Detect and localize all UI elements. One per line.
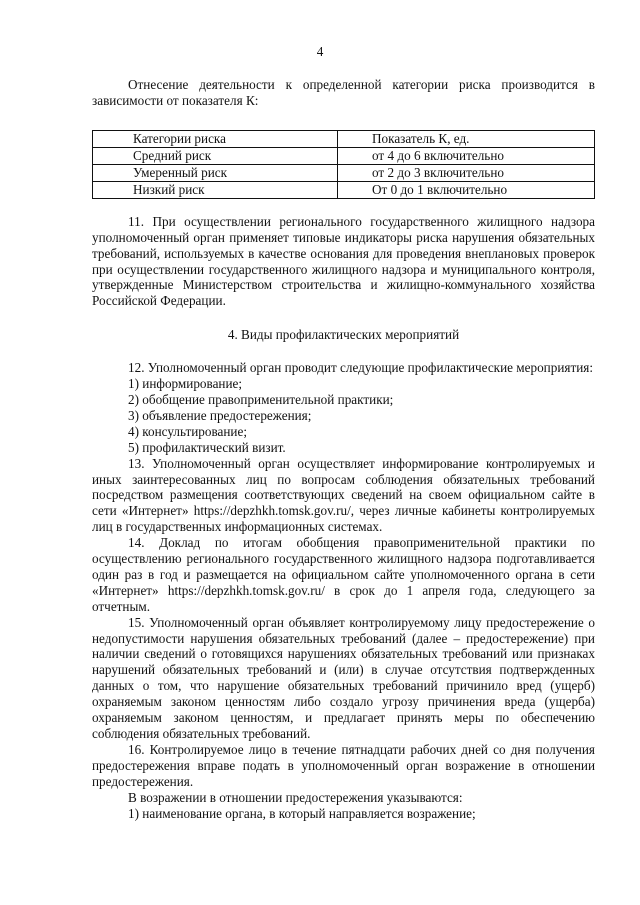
paragraph-14: 14. Доклад по итогам обобщения правоприменительной практики по осуществлению регионального государственного жилищного надзора подготавливается один раз в год и размещается на официальном сайте уполномоченного органа в сети «Интернет» https://depzhkh.tomsk.gov.ru/ в срок до 1 апреля года, следующего за отчетным. <box>92 535 595 614</box>
list-item: 4) консультирование; <box>128 423 248 439</box>
table-row <box>93 181 595 198</box>
objection-item-1: 1) наименование органа, в который направляется возражение; <box>128 805 476 821</box>
page-number: 4 <box>316 44 324 59</box>
paragraph-15: 15. Уполномоченный орган объявляет контролируемому лицу предостережение о недопустимости нарушения обязательных требований (далее – предостережение) при наличии сведений о готовящихся нарушениях обязательных требований или признаках нарушений обязательных требований и (или) в случае отсутствия подтвержденных данных о том, что нарушение обязательных требований причинило вред (ущерб) охраняемым законом ценностям либо создало угрозу причинения вреда (ущерба) охраняемым законом ценностям, и предлагает принять меры по обеспечению соблюдения обязательных требований. <box>92 614 595 741</box>
table-cell-indicator: От 0 до 1 включительно <box>338 181 595 198</box>
intro-paragraph: Отнесение деятельности к определенной категории риска производится в зависимости от показателя К: <box>92 77 595 108</box>
objection-intro: В возражении в отношении предостережения указываются: <box>128 789 463 805</box>
paragraph-11: 11. При осуществлении регионального государственного жилищного надзора уполномоченный орган применяет типовые индикаторы риска нарушения обязательных требований, используемых в качестве основания для проведения внеплановых проверок при осуществлении государственного жилищного надзора и муниципального контроля, утвержденные Министерством строительства и жилищно-коммунального хозяйства Российской Федерации. <box>92 213 595 309</box>
table-row <box>93 164 595 181</box>
table-cell-category: Умеренный риск <box>93 164 338 181</box>
section-heading: 4. Виды профилактических мероприятий <box>227 327 460 343</box>
paragraph-13: 13. Уполномоченный орган осуществляет информирование контролируемых и иных заинтересованных лиц по вопросам соблюдения обязательных требований посредством размещения соответствующих сведений на своем официальном сайте в сети «Интернет» https://depzhkh.tomsk.gov.ru/, через личные кабинеты контролируемых лиц в государственных информационных системах. <box>92 455 595 535</box>
paragraph-12: 12. Уполномоченный орган проводит следующие профилактические мероприятия: <box>128 360 594 376</box>
list-item: 1) информирование; <box>128 376 243 392</box>
table-header-row <box>93 130 595 147</box>
paragraph-16: 16. Контролируемое лицо в течение пятнадцати рабочих дней со дня получения предостережения вправе подать в уполномоченный орган возражение в отношении предостережения. <box>92 741 595 789</box>
table-row <box>93 147 595 164</box>
table-cell-category: Средний риск <box>93 147 338 164</box>
table-cell-indicator: от 2 до 3 включительно <box>338 164 595 181</box>
document-body <box>92 77 595 821</box>
list-item: 5) профилактический визит. <box>128 439 286 455</box>
table-cell-category: Низкий риск <box>93 181 338 198</box>
table-header-cell: Категории риска <box>93 130 338 147</box>
table-header-cell: Показатель К, ед. <box>338 130 595 147</box>
table-cell-indicator: от 4 до 6 включительно <box>338 147 595 164</box>
risk-category-table <box>92 130 595 199</box>
list-item: 3) объявление предостережения; <box>128 407 312 423</box>
list-item: 2) обобщение правоприменительной практики; <box>128 391 394 407</box>
